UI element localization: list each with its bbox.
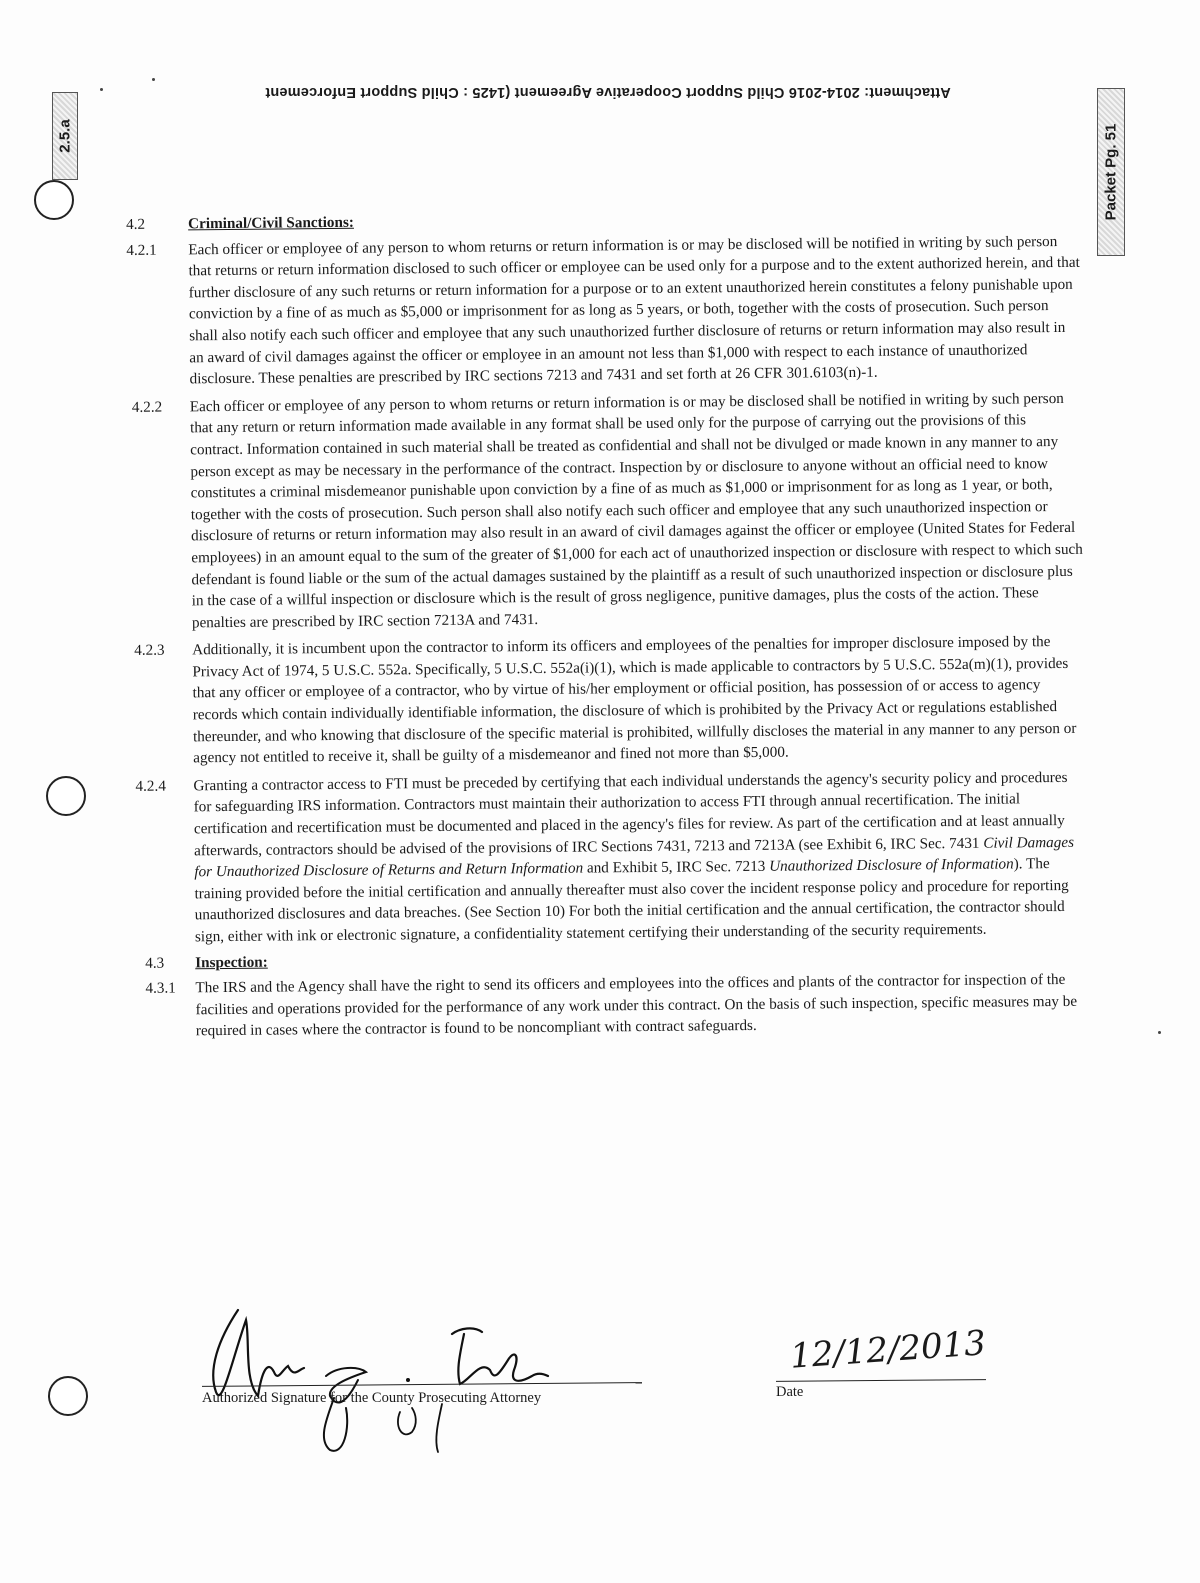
binder-hole-bottom	[48, 1376, 88, 1416]
paragraph-4-2-3	[124, 631, 1085, 770]
exhibit-title-italic: Unauthorized Disclosure of Information	[769, 855, 1014, 876]
binder-hole-top	[34, 180, 74, 220]
handwritten-signature	[198, 1300, 658, 1460]
paragraph-text-part: Granting a contractor access to FTI must be preceded by certifying that each individual understands the agency's security policy and procedures for safeguarding IRS information. Contractors must maintain their authorization to access FTI through annual recertification. The initial certification and recertification must be documented and placed in the agency's files for review. As part of the certification and at least annually afterwards, contractors should be advised of the provisions of IRC Sections 7431, 7213 and 7213A (see Exhibit 6, IRC Sec. 7431	[193, 768, 1068, 859]
scan-speck	[152, 78, 155, 81]
paragraph-number: 4.2.1	[126, 241, 157, 259]
scan-speck	[1158, 1031, 1161, 1034]
paragraph-4-2-1	[120, 230, 1081, 390]
paragraph-4-2-2	[122, 388, 1084, 635]
paragraph-number: 4.2.4	[135, 777, 166, 795]
packet-page-label: Packet Pg. 51	[1102, 123, 1120, 221]
signature-block	[198, 1300, 1058, 1460]
signature-caption: Authorized Signature for the County Prosecuting Attorney	[202, 1390, 542, 1406]
binder-hole-middle	[46, 776, 86, 816]
paragraph-number: 4.3.1	[145, 979, 176, 997]
section-number: 4.3	[145, 954, 165, 972]
attachment-tab-label: 2.5.a	[56, 119, 74, 153]
paragraph-text-part: and Exhibit 5, IRC Sec. 7213	[583, 858, 770, 877]
paragraph-number: 4.2.2	[131, 398, 163, 416]
section-title: Criminal/Civil Sanctions:	[188, 213, 354, 233]
paragraph-text	[193, 767, 1087, 948]
attachment-header: Attachment: 2014-2016 Child Support Cooperative Agreement (1425 : Child Support Enforcement	[265, 84, 951, 100]
exhibit-title-italic: Civil Damages for Unauthorized Disclosure of Returns and Return Information	[194, 833, 1075, 881]
paragraph-4-2-4	[125, 767, 1087, 949]
paragraph-text: Each officer or employee of any person to whom returns or return information is or may be disclosed shall be notified in writing by such person that any return or return information made available in any format shall be used only for the purpose of carrying out the provisions of this contract. Information contained in such material shall be treated as confidential and shall not be divulged or made known in any manner to any person except as may be necessary in the performance of the contract. Inspection by or disclosure to anyone without an official need to know constitutes a criminal misdemeanor punishable upon conviction by a fine of as much as $1,000 or imprisonment for as long as 1 year, or both, together with the costs of prosecution. Such person shall also notify each such officer and employee that any such unauthorized inspection or disclosure of returns or return information may also result in an award of civil damages against the officer or employee (United States for Federal employees) in an amount equal to the sum of the greater of $1,000 for each act of unauthorized inspection or disclosure with respect to which such defendant is found liable or the sum of the actual damages sustained by the plaintiff as a result of such unauthorized inspection or disclosure plus in the case of a willful inspection or disclosure which is the result of gross negligence, punitive damages, plus the costs of the action. These penalties are prescribed by IRC section 7213A and 7431.	[189, 389, 1083, 632]
section-title: Inspection:	[195, 953, 268, 971]
scan-speck	[100, 88, 103, 91]
handwritten-date: 12/12/2013	[788, 1323, 988, 1377]
document-body	[120, 205, 1088, 1047]
date-line	[776, 1379, 986, 1382]
paragraph-text-part: ). The training provided before the initial certification and annually thereafter must also cover the incident response policy and procedure for reporting unauthorized disclosures and data breaches. (See Section 10) For both the initial certification and the annual certification, the contractor should sign, either with ink or electronic signature, a confidentiality statement certifying their understanding of the security requirements.	[194, 855, 1069, 946]
paragraph-4-3-1	[127, 969, 1088, 1043]
date-label: Date	[776, 1384, 804, 1400]
paragraph-text: Each officer or employee of any person to whom returns or return information is or may be disclosed will be notified in writing by such person that returns or return information disclosed to such officer or employee can be used only for a purpose and to the extent authorized herein, and that further disclosure of any such returns or return information for a purpose or to an extent unauthorized herein constitutes a felony punishable upon conviction by a fine of as much as $5,000 or imprisonment for as long as 5 years, or both, together with the costs of prosecution. Such person shall also notify each such officer and employee that any such unauthorized further disclosure of returns or return information may also result in an award of civil damages against the officer or employee in an amount not less than $1,000 with respect to each instance of unauthorized disclosure. These penalties are prescribed by IRC sections 7213 and 7431 and set forth at 26 CFR 301.6103(n)-1.	[188, 232, 1080, 388]
packet-page-tab	[1097, 88, 1125, 256]
paragraph-number: 4.2.3	[134, 641, 165, 660]
paragraph-text: The IRS and the Agency shall have the right to send its officers and employees into the offices and plants of the contractor for inspection of the facilities and operations provided for the performance of any work under this contract. On the basis of such inspection, specific measures may be required in cases where the contractor is found to be noncompliant with contract safeguards.	[195, 971, 1078, 1040]
paragraph-text: Additionally, it is incumbent upon the contractor to inform its officers and employees of the penalties for improper disclosure imposed by the Privacy Act of 1974, 5 U.S.C. 552a. Specifically, 5 U.S.C. 552a(i)(1), which is made applicable to contractors by 5 U.S.C. 552a(m)(1), provides that any officer or employee of a contractor, who by virtue of his/her employment or official position, has possession of or access to agency records which contain individually identifiable information, the disclosure of which is prohibited by the Privacy Act or regulations established thereunder, and who knowing that disclosure of the specific material is prohibited, willfully discloses the material in any manner to any person or agency not entitled to receive it, shall be guilty of a misdemeanor and fined not more than $5,000.	[192, 633, 1077, 767]
attachment-tab	[52, 92, 78, 180]
section-number: 4.2	[126, 215, 146, 233]
